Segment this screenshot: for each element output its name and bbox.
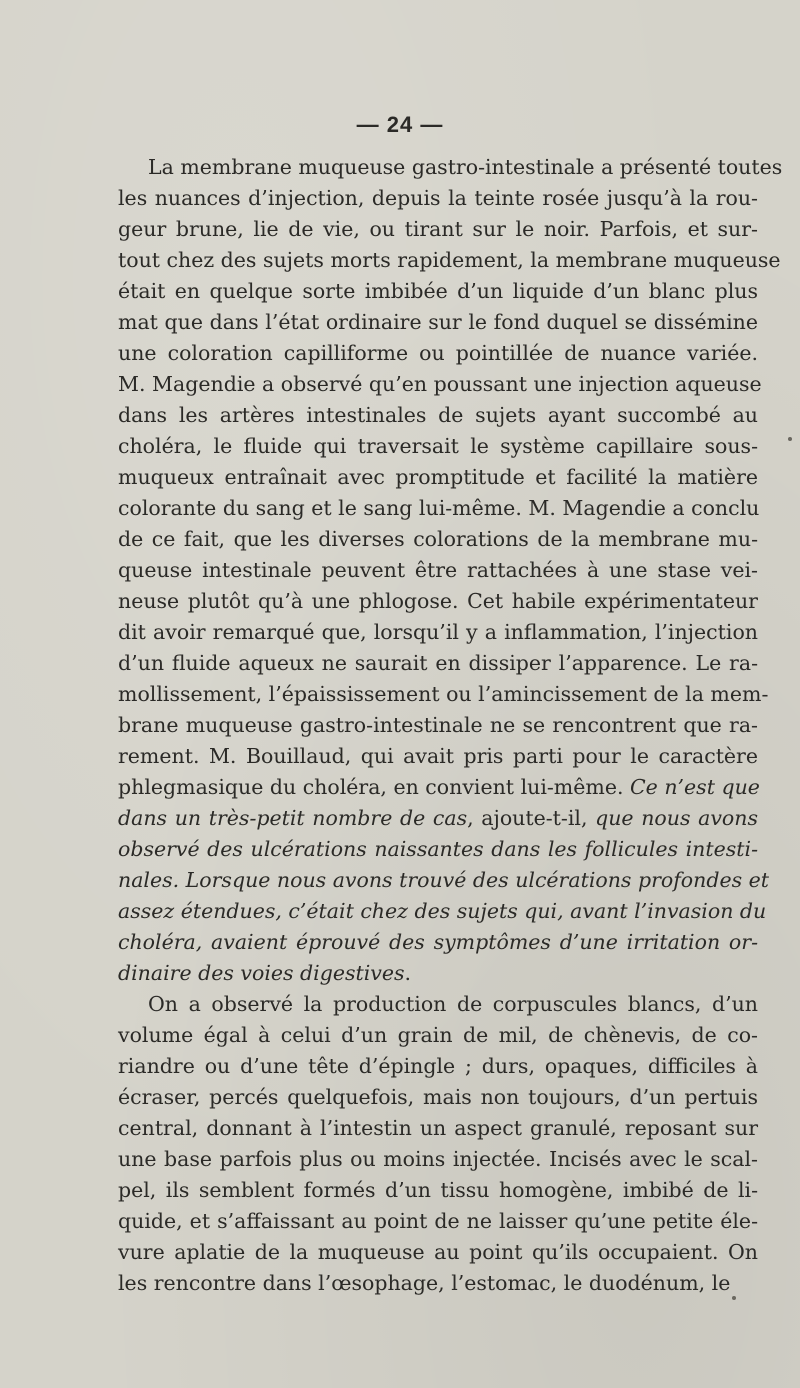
text-line: [118, 958, 758, 989]
text-line: [118, 369, 762, 400]
text-line: [118, 710, 758, 741]
text-line: [118, 648, 758, 679]
text-run: dit avoir remarqué que, lorsqu’il y a inflammation, l’injection: [118, 620, 758, 644]
text-run: queuse intestinale peuvent être rattachées à une stase vei-: [118, 558, 758, 582]
text-run: phlegmasique du choléra, en convient lui-même.: [118, 775, 630, 799]
text-line: [118, 1020, 758, 1051]
text-run: d’un fluide aqueux ne saurait en dissiper l’apparence. Le ra-: [118, 651, 758, 675]
text-run: rement. M. Bouillaud, qui avait pris parti pour le caractère: [118, 744, 758, 768]
text-run: central, donnant à l’intestin un aspect granulé, reposant sur: [118, 1116, 758, 1140]
text-line: [118, 803, 758, 834]
text-run: On a observé la production de corpuscules blancs, d’un: [148, 992, 758, 1016]
text-run: écraser, percés quelquefois, mais non toujours, d’un pertuis: [118, 1085, 758, 1109]
text-line: [118, 555, 758, 586]
italic-run: nales. Lorsque nous avons trouvé des ulcérations profondes et: [118, 868, 770, 892]
text-run: les rencontre dans l’œsophage, l’estomac, le duodénum, le: [118, 1271, 731, 1295]
text-line: [118, 1144, 758, 1175]
text-run: était en quelque sorte imbibée d’un liquide d’un blanc plus: [118, 279, 758, 303]
text-line: [118, 276, 758, 307]
text-line: [118, 462, 758, 493]
text-line: [118, 1113, 758, 1144]
text-line: [118, 1175, 758, 1206]
text-run: neuse plutôt qu’à une phlogose. Cet habile expérimentateur: [118, 589, 758, 613]
text-line: [118, 245, 781, 276]
italic-run: choléra, avaient éprouvé des symptômes d’une irritation or-: [118, 930, 758, 954]
text-run: brane muqueuse gastro-intestinale ne se rencontrent que ra-: [118, 713, 758, 737]
text-run: les nuances d’injection, depuis la teinte rosée jusqu’à la rou-: [118, 186, 758, 210]
text-run: choléra, le fluide qui traversait le système capillaire sous-: [118, 434, 758, 458]
text-line: [118, 152, 783, 183]
text-line: [118, 586, 758, 617]
text-line: [118, 679, 769, 710]
italic-run: dinaire des voies digestives: [118, 961, 405, 985]
text-line: [118, 183, 758, 214]
ink-speck: [788, 437, 792, 441]
italic-run: Ce n’est que: [629, 775, 760, 799]
text-run: , ajoute-t-il,: [467, 806, 596, 830]
text-line: [118, 617, 758, 648]
text-line: [118, 431, 758, 462]
text-line: [118, 865, 770, 896]
text-run: La membrane muqueuse gastro-intestinale a présenté toutes: [148, 155, 783, 179]
text-line: [118, 1268, 758, 1299]
text-run: M. Magendie a observé qu’en poussant une injection aqueuse: [118, 372, 762, 396]
ink-speck: [732, 1296, 736, 1300]
text-run: riandre ou d’une tête d’épingle ; durs, opaques, difficiles à: [118, 1054, 758, 1078]
body-text: [118, 152, 783, 1299]
text-line: [118, 1237, 758, 1268]
text-run: volume égal à celui d’un grain de mil, de chènevis, de co-: [118, 1023, 758, 1047]
text-run: geur brune, lie de vie, ou tirant sur le noir. Parfois, et sur-: [118, 217, 758, 241]
text-run: mollissement, l’épaississement ou l’amincissement de la mem-: [118, 682, 769, 706]
text-run: vure aplatie de la muqueuse au point qu’ils occupaient. On: [118, 1240, 758, 1264]
text-run: dans les artères intestinales de sujets ayant succombé au: [118, 403, 758, 427]
text-line: [118, 834, 758, 865]
italic-run: dans un très-petit nombre de cas: [118, 806, 468, 830]
text-line: [118, 896, 767, 927]
text-run: colorante du sang et le sang lui-même. M. Magendie a conclu: [118, 496, 760, 520]
text-run: tout chez des sujets morts rapidement, la membrane muqueuse: [118, 248, 781, 272]
text-line: [118, 1051, 758, 1082]
italic-run: observé des ulcérations naissantes dans les follicules intesti-: [118, 837, 758, 861]
text-line: [118, 214, 758, 245]
text-run: une base parfois plus ou moins injectée. Incisés avec le scal-: [118, 1147, 758, 1171]
text-run: de ce fait, que les diverses colorations de la membrane mu-: [118, 527, 758, 551]
text-line: [118, 338, 758, 369]
text-line: [118, 741, 758, 772]
text-line: [118, 307, 758, 338]
text-line: [118, 524, 758, 555]
text-line: [118, 927, 758, 958]
text-run: pel, ils semblent formés d’un tissu homogène, imbibé de li-: [118, 1178, 758, 1202]
text-line: [118, 400, 758, 431]
text-run: quide, et s’affaissant au point de ne laisser qu’une petite éle-: [118, 1209, 758, 1233]
italic-run: que nous avons: [595, 806, 758, 830]
text-run: une coloration capilliforme ou pointillée de nuance variée.: [118, 341, 758, 365]
text-line: [118, 493, 758, 524]
text-line: [118, 989, 758, 1020]
italic-run: assez étendues, c’était chez des sujets qui, avant l’invasion du: [118, 899, 767, 923]
text-line: [118, 1206, 758, 1237]
text-line: [118, 1082, 758, 1113]
text-run: .: [404, 961, 412, 985]
text-run: muqueux entraînait avec promptitude et facilité la matière: [118, 465, 758, 489]
page-number: — 24 —: [356, 112, 444, 137]
text-line: [118, 772, 758, 803]
text-run: mat que dans l’état ordinaire sur le fond duquel se dissémine: [118, 310, 758, 334]
